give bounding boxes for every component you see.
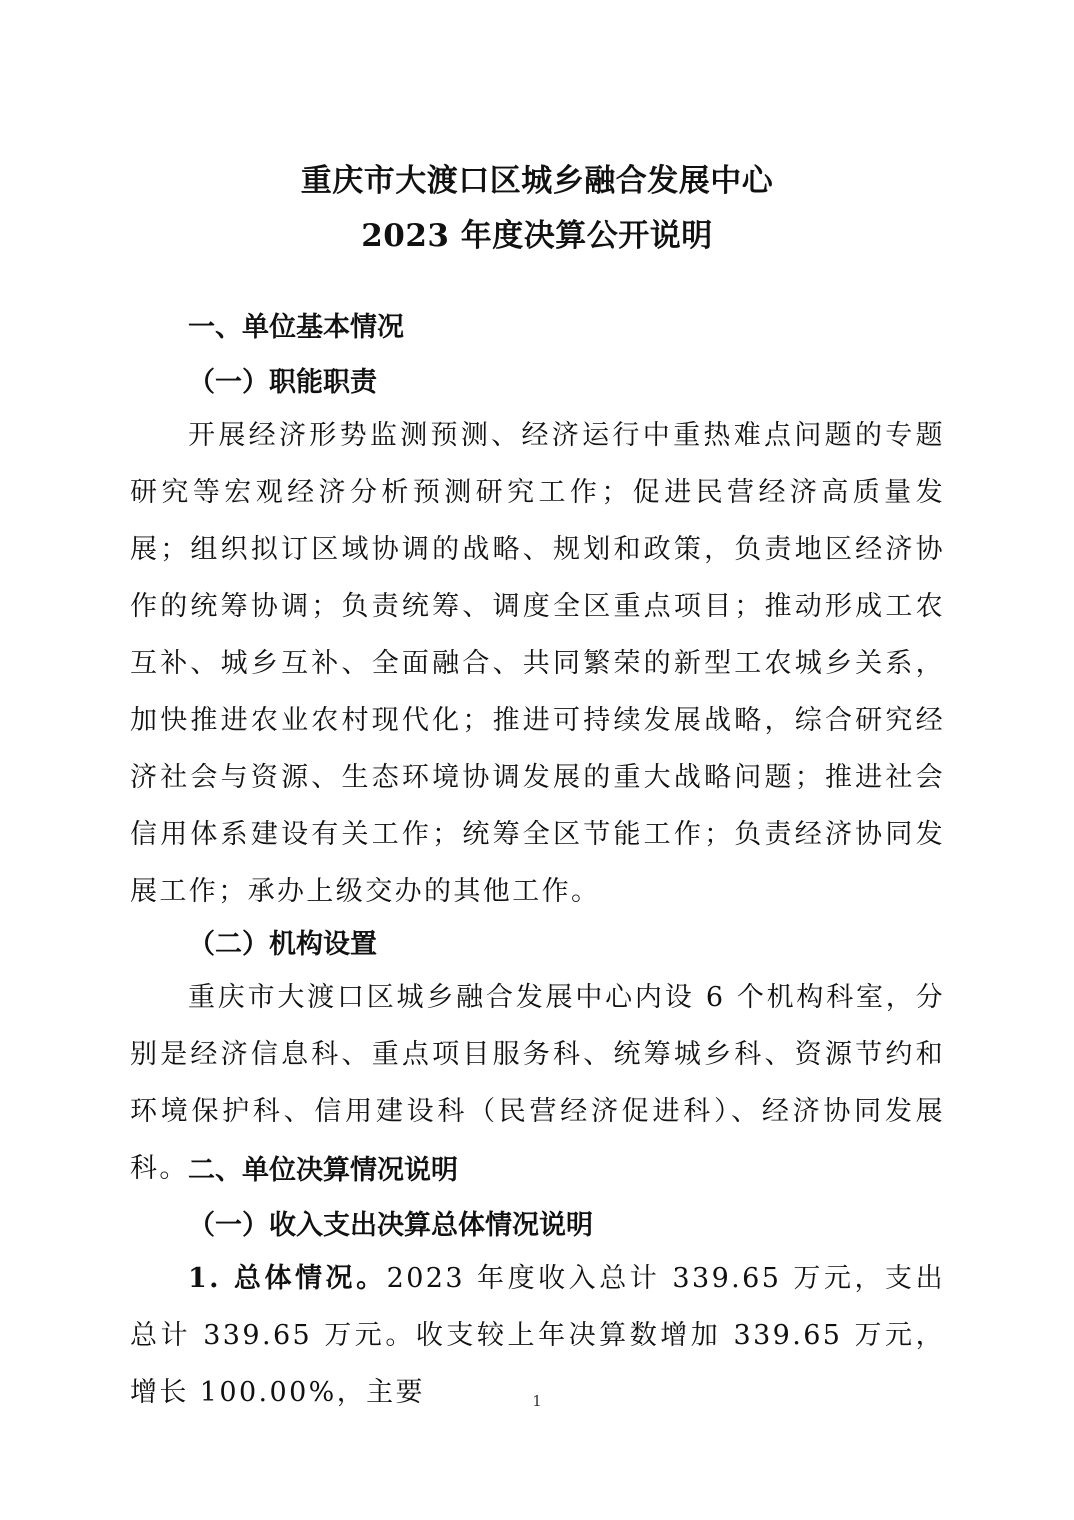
overall-lead: 1. 总体情况。 <box>188 1263 387 1294</box>
section2-sub1-heading: （一）收入支出决算总体情况说明 <box>188 1210 593 1241</box>
page-number: 1 <box>532 1392 542 1410</box>
section1-sub1-heading: （一）职能职责 <box>188 367 377 398</box>
section1-heading: 一、单位基本情况 <box>188 312 404 343</box>
section2-heading: 二、单位决算情况说明 <box>188 1155 458 1186</box>
section1-sub2-heading: （二）机构设置 <box>188 929 377 960</box>
document-title-line1: 重庆市大渡口区城乡融合发展中心 <box>300 163 774 199</box>
section1-sub1-paragraph: 开展经济形势监测预测、经济运行中重热难点问题的专题研究等宏观经济分析预测研究工作；促进民营经济高质量发展；组织拟订区域协调的战略、规划和政策，负责地区经济协作的统筹协调；负责统筹、调度全区重点项目；推动形成工农互补、城乡互补、全面融合、共同繁荣的新型工农城乡关系，加快推进农业农村现代化；推进可持续发展战略，综合研究经济社会与资源、生态环境协调发展的重大战略问题；推进社会信用体系建设有关工作；统筹全区节能工作；负责经济协同发展工作；承办上级交办的其他工作。 <box>130 420 945 907</box>
document-title-line2: 2023 年度决算公开说明 <box>361 218 713 254</box>
overall-text: 2023 年度收入总计 339.65 万元，支出总计 339.65 万元。收支较上年决算数增加 339.65 万元，增长 100.00%，主要 <box>130 1263 945 1408</box>
section1-sub2-paragraph: 重庆市大渡口区城乡融合发展中心内设 6 个机构科室，分别是经济信息科、重点项目服务科、统筹城乡科、资源节约和环境保护科、信用建设科（民营经济促进科）、经济协同发展科。 <box>130 982 945 1184</box>
